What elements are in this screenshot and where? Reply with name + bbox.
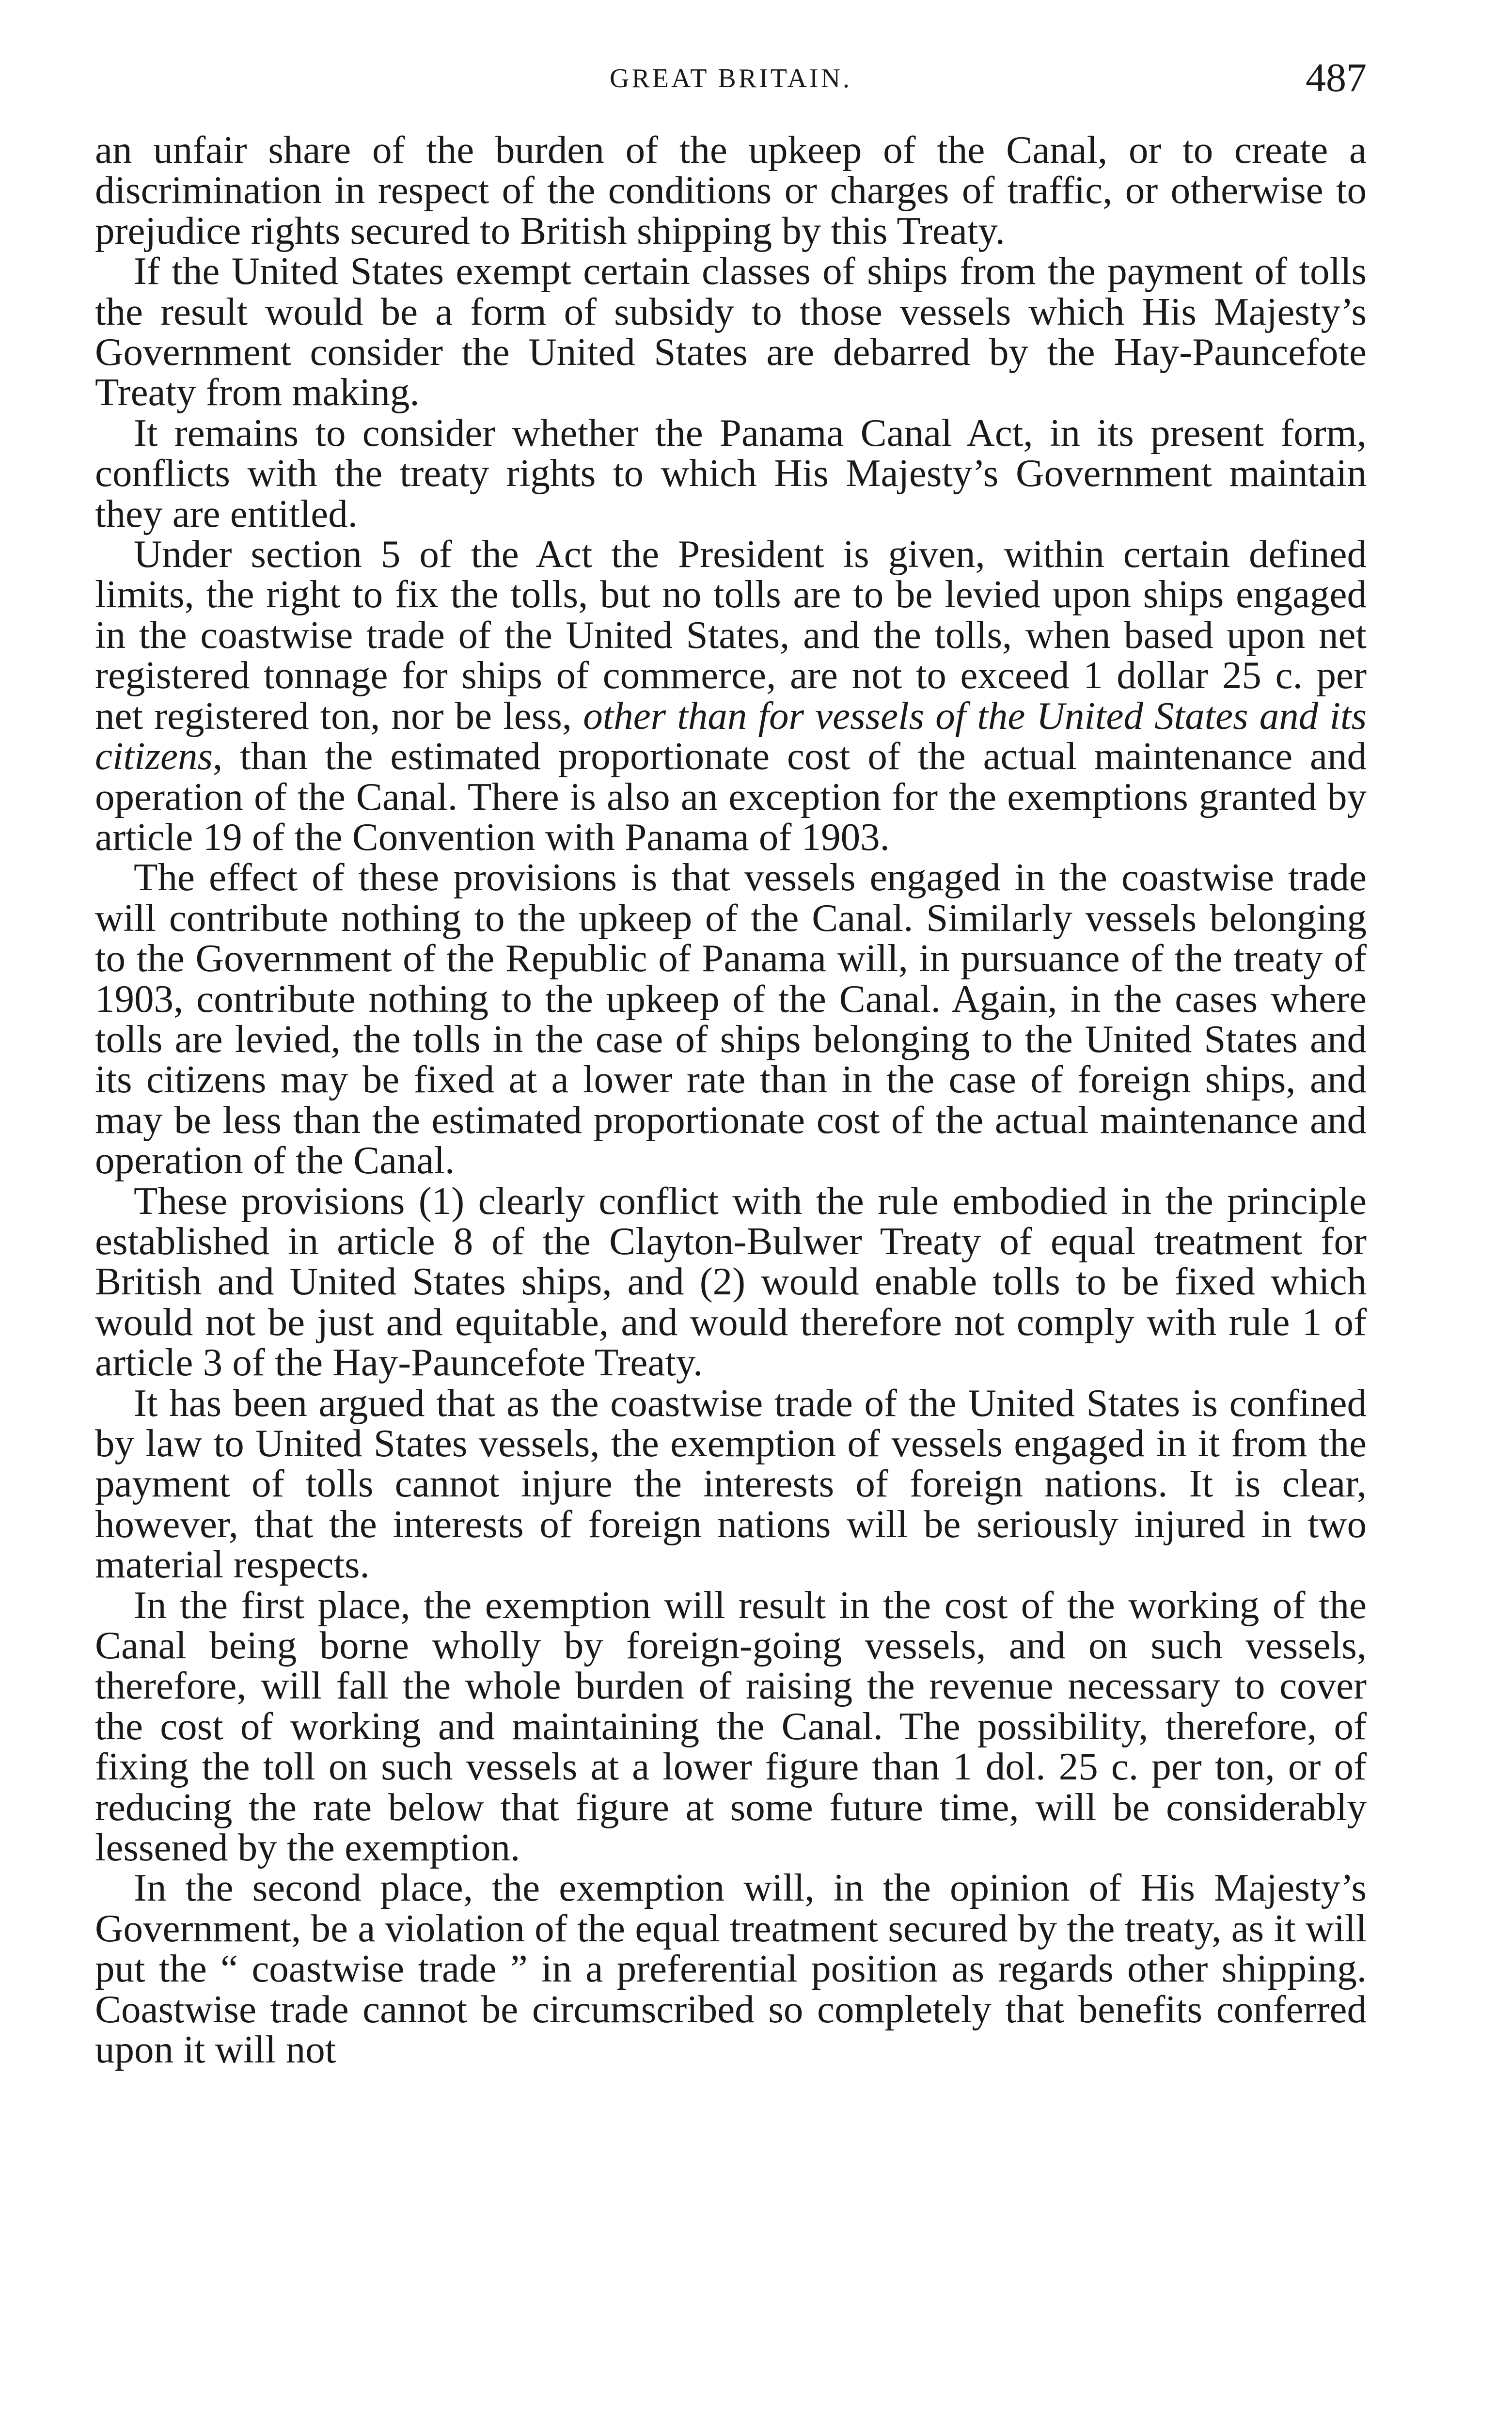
paragraph: The effect of these provisions is that vessels engaged in the coastwise trade will contribute nothing to the upkeep of the Canal. Similarly vessels belonging to the Government of the Republic of Panama will, in pursuance of the treaty of 1903, contribute nothing to the upkeep of the Canal. Again, in the cases where tolls are levied, the tolls in the case of ships belonging to the United States and its citizens may be fixed at a lower rate than in the case of foreign ships, and may be less than the estimated proportionate cost of the actual maintenance and operation of the Canal.	[95, 855, 1367, 1182]
paragraph	[95, 534, 1367, 857]
paragraph-continued: an unfair share of the burden of the upkeep of the Canal, or to create a discrimination in respect of the conditions or charges of traffic, or otherwise to prejudice rights secured to British shipping by this Treaty.	[95, 128, 1367, 252]
italic-phrase: other than for vessels of the United States and its citizens	[95, 693, 1367, 778]
paragraph-text: , than the estimated proportionate cost of the actual maintenance and operation of the Canal. There is also an exception for the exemptions granted by article 19 of the Convention with Panama of 1903.	[95, 734, 1367, 859]
page-number: 487	[1306, 55, 1367, 100]
running-title: GREAT BRITAIN.	[609, 63, 852, 94]
paragraph: These provisions (1) clearly conflict with the rule embodied in the principle established in article 8 of the Clayton-Bulwer Treaty of equal treatment for British and United States ships, and (2) would enable tolls to be fixed which would not be just and equitable, and would therefore not comply with rule 1 of article 3 of the Hay-Pauncefote Treaty.	[95, 1179, 1367, 1385]
paragraph: It has been argued that as the coastwise trade of the United States is confined by law to United States vessels, the exemption of vessels engaged in it from the payment of tolls cannot injure the interests of foreign nations. It is clear, however, that the interests of foreign nations will be seriously injured in two material respects.	[95, 1381, 1367, 1587]
body-text	[95, 130, 1367, 2070]
paragraph-text: Under section 5 of the Act the President is given, within certain defined limits, the right to fix the tolls, but no tolls are to be levied upon ships engaged in the coastwise trade of the United States, and the tolls, when based upon net registered tonnage for ships of commerce, are not to exceed 1 dollar 25 c. per net registered ton, nor be less,	[95, 532, 1367, 738]
running-header	[95, 54, 1367, 108]
paragraph: In the first place, the exemption will result in the cost of the working of the Canal being borne wholly by foreign-going vessels, and on such vessels, therefore, will fall the whole burden of raising the revenue necessary to cover the cost of working and maintaining the Canal. The possibility, therefore, of fixing the toll on such vessels at a lower figure than 1 dol. 25 c. per ton, or of reducing the rate below that figure at some future time, will be considerably lessened by the exemption.	[95, 1583, 1367, 1870]
paragraph: If the United States exempt certain classes of ships from the payment of tolls the result would be a form of subsidy to those vessels which His Majesty’s Government consider the United States are debarred by the Hay-Pauncefote Treaty from making.	[95, 249, 1367, 414]
paragraph: It remains to consider whether the Panama Canal Act, in its present form, conflicts with the treaty rights to which His Majesty’s Government maintain they are entitled.	[95, 410, 1367, 535]
paragraph: In the second place, the exemption will, in the opinion of His Majesty’s Government, be a violation of the equal treatment secured by the treaty, as it will put the “ coastwise trade ” in a preferential position as regards other shipping. Coastwise trade cannot be circumscribed so completely that benefits conferred upon it will not	[95, 1866, 1367, 2072]
